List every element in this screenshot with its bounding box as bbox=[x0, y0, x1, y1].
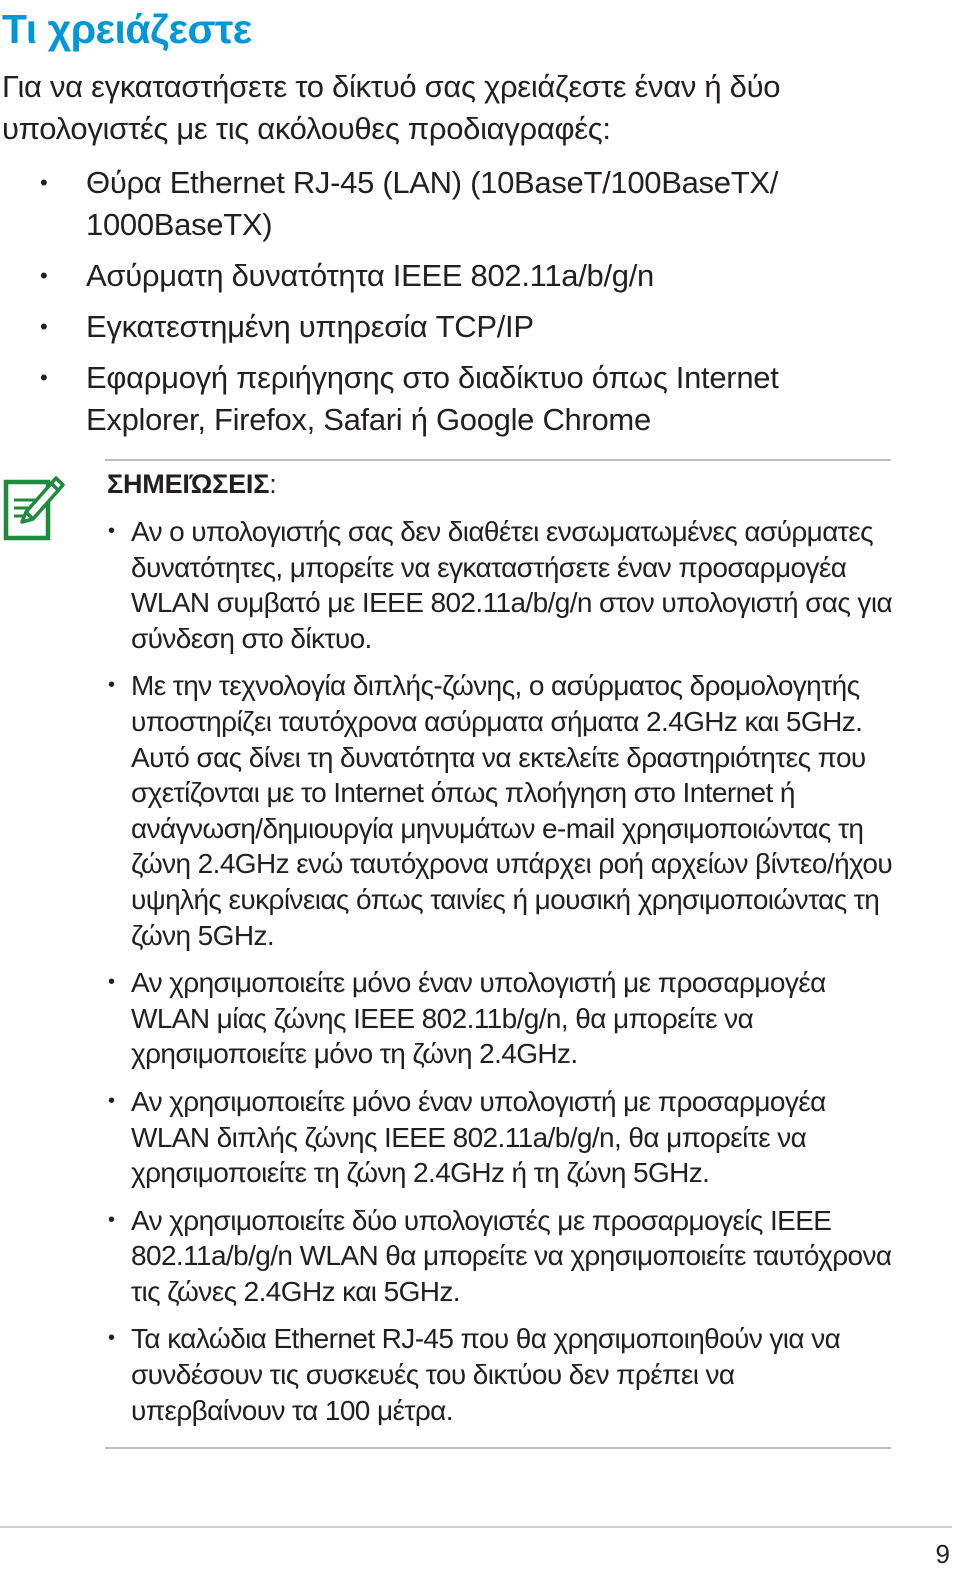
note-item bbox=[105, 668, 895, 953]
bullet-icon: • bbox=[40, 170, 48, 195]
note-text: Αν ο υπολογιστής σας δεν διαθέτει ενσωματωμένες ασύρματες δυνατότητες, μπορείτε να εγκαταστήσετε έναν προσαρμογέα WLAN συμβατό με IEEE 802.11a/b/g/n στον υπολογιστή σας για σύνδεση στο δίκτυο. bbox=[131, 516, 893, 654]
page-title: Τι χρειάζεστε bbox=[2, 6, 252, 52]
bullet-icon: • bbox=[108, 1089, 115, 1112]
notes-heading-label: ΣΗΜΕΙΏΣΕΙΣ bbox=[107, 469, 270, 499]
note-text: Αν χρησιμοποιείτε μόνο έναν υπολογιστή με προσαρμογέα WLAN μίας ζώνης IEEE 802.11b/g/n, θα μπορείτε να χρησιμοποιείτε μόνο τη ζώνη 2.4GHz. bbox=[131, 967, 826, 1070]
notes-top-divider bbox=[105, 459, 891, 461]
bullet-icon: • bbox=[40, 263, 48, 288]
bullet-icon: • bbox=[108, 1208, 115, 1231]
notes-heading-colon: : bbox=[269, 469, 277, 499]
footer-divider bbox=[0, 1526, 952, 1528]
bullet-icon: • bbox=[108, 520, 115, 542]
intro-paragraph: Για να εγκαταστήσετε το δίκτυό σας χρειάζεστε έναν ή δύο υπολογιστές με τις ακόλουθες προδιαγραφές: bbox=[2, 69, 781, 146]
note-text: Αν χρησιμοποιείτε δύο υπολογιστές με προσαρμογείς IEEE 802.11a/b/g/n WLAN θα μπορείτε να χρησιμοποιείτε ταυτόχρονα τις ζώνες 2.4GHz και 5GHz. bbox=[131, 1204, 892, 1307]
bullet-icon: • bbox=[40, 314, 48, 339]
requirement-text: Εγκατεστημένη υπηρεσία TCP/IP bbox=[86, 309, 534, 344]
notes-heading bbox=[107, 464, 277, 504]
note-text: Τα καλώδια Ethernet RJ-45 που θα χρησιμοποιηθούν για να συνδέσουν τις συσκευές του δικτύου δεν πρέπει να υπερβαίνουν τα 100 μέτρα. bbox=[131, 1323, 841, 1426]
bullet-icon: • bbox=[108, 674, 115, 697]
page-number: 9 bbox=[935, 1539, 950, 1569]
note-text: Αν χρησιμοποιείτε μόνο έναν υπολογιστή με προσαρμογέα WLAN διπλής ζώνης IEEE 802.11a/b/g/n, θα μπορείτε να χρησιμοποιείτε τη ζώνη 2.4GHz ή τη ζώνη 5GHz. bbox=[131, 1085, 826, 1189]
requirement-item bbox=[2, 255, 902, 297]
note-item bbox=[105, 1203, 895, 1310]
requirement-item bbox=[2, 357, 902, 441]
bullet-icon: • bbox=[108, 971, 115, 994]
note-item bbox=[105, 965, 895, 1072]
requirement-item bbox=[2, 162, 902, 246]
notes-list bbox=[105, 514, 895, 1440]
bullet-icon: • bbox=[108, 1327, 115, 1350]
requirements-list bbox=[2, 162, 902, 450]
note-pencil-icon bbox=[2, 468, 66, 544]
requirement-text: Ασύρματη δυνατότητα IEEE 802.11a/b/g/n bbox=[86, 258, 654, 293]
bullet-icon: • bbox=[40, 365, 48, 390]
note-item bbox=[105, 514, 895, 656]
note-item bbox=[105, 1084, 895, 1191]
notes-bottom-divider bbox=[105, 1447, 891, 1449]
requirement-text: Θύρα Ethernet RJ-45 (LAN) (10BaseT/100BaseTX/ 1000BaseTX) bbox=[86, 165, 779, 242]
note-text: Με την τεχνολογία διπλής-ζώνης, ο ασύρματος δρομολογητής υποστηρίζει ταυτόχρονα ασύρματα σήματα 2.4GHz και 5GHz. Αυτό σας δίνει τη δυνατότητα να εκτελείτε δραστηριότητες που σχετίζονται με το Internet όπως πλοήγηση στο Internet ή ανάγνωση/δημιουργία μηνυμάτων e-mail χρησιμοποιώντας τη ζώνη 2.4GHz ενώ ταυτόχρονα υπάρχει ροή αρχείων βίντεο/ήχου υψηλής ευκρίνειας όπως ταινίες ή μουσική χρησιμοποιώντας τη ζώνη 5GHz. bbox=[131, 670, 893, 951]
note-item bbox=[105, 1321, 895, 1428]
requirement-text: Εφαρμογή περιήγησης στο διαδίκτυο όπως Internet Explorer, Firefox, Safari ή Google Chrome bbox=[86, 360, 779, 437]
requirement-item bbox=[2, 306, 902, 348]
